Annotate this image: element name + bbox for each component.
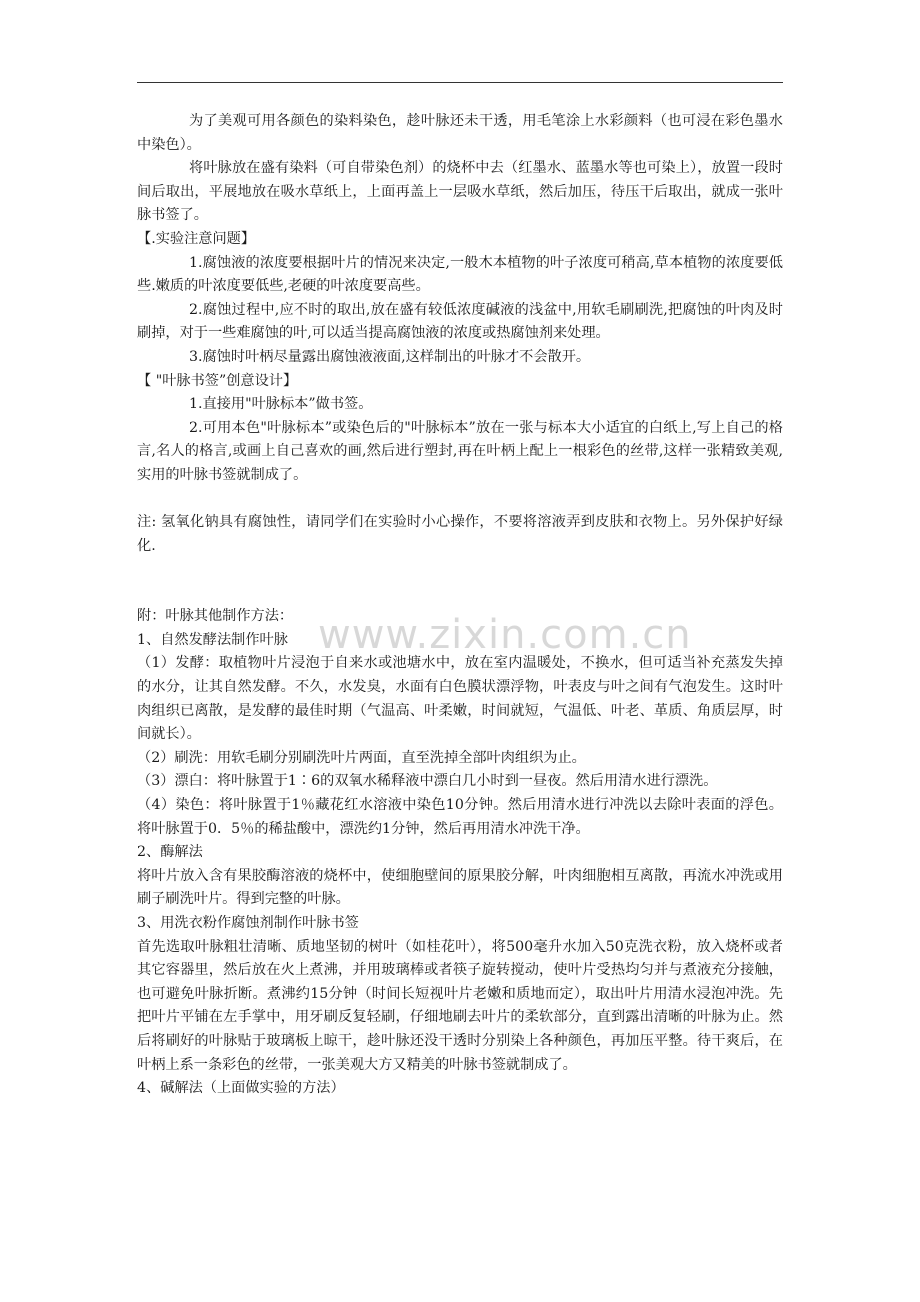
document-body: [137, 110, 783, 1101]
note-item-3: 3.腐蚀时叶柄尽量露出腐蚀液液面,这样制出的叶脉才不会散开。: [189, 348, 591, 365]
spacer: [137, 558, 783, 605]
paragraph-dye-intro: 为了美观可用各颜色的染料染色，趁叶脉还未干透，用毛笔涂上水彩颜料（也可浸在彩色墨水中染色）。: [137, 113, 783, 153]
method-1-step-1: （1）发酵：取植物叶片浸泡于自来水或池塘水中，放在室内温暖处，不换水，但可适当补充蒸发失掉的水分，让其自然发酵。不久，水发臭，水面有白色膜状漂浮物，叶表皮与叶之间有气泡发生。这时叶肉组织已离散，是发酵的最佳时期（气温高、叶柔嫩，时间就短，气温低、叶老、革质、角质层厚，时间就长）。: [137, 655, 783, 743]
header-rule: [137, 82, 783, 83]
note-item-2: 2.腐蚀过程中,应不时的取出,放在盛有较低浓度碱液的浅盆中,用软毛刷刷洗,把腐蚀的叶肉及时刷掉，对于一些难腐蚀的叶,可以适当提高腐蚀液的浓度或热腐蚀剂来处理。: [137, 301, 783, 342]
appendix-title: 附：叶脉其他制作方法：: [137, 608, 294, 625]
caution-note: 注: 氢氧化钠具有腐蚀性，请同学们在实验时小心操作，不要将溶液弄到皮肤和衣物上。另外保护好绿化.: [137, 514, 783, 554]
method-2-body: 将叶片放入含有果胶酶溶液的烧杯中，使细胞壁间的原果胶分解，叶肉细胞相互离散，再流水冲洗或用刷子刷洗叶片。得到完整的叶脉。: [137, 867, 783, 908]
method-4-title: 4、碱解法（上面做实验的方法）: [137, 1080, 345, 1097]
method-3-title: 3、用洗衣粉作腐蚀剂制作叶脉书签: [137, 915, 359, 931]
section-heading-design: 【 "叶脉书签”创意设计】: [137, 372, 298, 389]
design-item-2: 2.可用本色"叶脉标本”或染色后的"叶脉标本”放在一张与标本大小适宜的白纸上,写上自己的格言,名人的格言,或画上自己喜欢的画,然后进行塑封,再在叶柄上配上一根彩色的丝带,这样一张精致美观,实用的叶脉书签就制成了。: [137, 419, 783, 483]
note-item-1: 1.腐蚀液的浓度要根据叶片的情况来决定,一般木本植物的叶子浓度可稍高,草本植物的浓度要低些.嫩质的叶浓度要低些,老硬的叶浓度要高些。: [137, 254, 783, 295]
method-1-step-4: （4）染色：将叶脉置于1％藏花红水溶液中染色10分钟。然后用清水进行冲洗以去除叶表面的浮色。将叶脉置于0．5％的稀盐酸中，漂洗约1分钟，然后再用清水冲洗干净。: [137, 797, 783, 837]
method-3-body: 首先选取叶脉粗壮清晰、质地坚韧的树叶（如桂花叶），将500毫升水加入50克洗衣粉，放入烧杯或者其它容器里，然后放在火上煮沸，并用玻璃棒或者筷子旋转搅动，使叶片受热均匀并与煮液充分接触，也可避免叶脉折断。煮沸约15分钟（时间长短视叶片老嫩和质地而定），取出叶片用清水浸泡冲洗。先把叶片平铺在左手掌中，用牙刷反复轻刷，仔细地刷去叶片的柔软部分，直到露出清晰的叶脉为止。然后将刷好的叶脉贴于玻璃板上晾干，趁叶脉还没干透时分别染上各种颜色，再加压平整。待干爽后，在叶柄上系一条彩色的丝带，一张美观大方又精美的叶脉书签就制成了。: [137, 938, 783, 1073]
paragraph-dye-process: 将叶脉放在盛有染料（可自带染色剂）的烧杯中去（红墨水、蓝墨水等也可染上），放置一段时间后取出，平展地放在吸水草纸上，上面再盖上一层吸水草纸，然后加压，待压干后取出，就成一张叶脉书签了。: [137, 160, 783, 224]
spacer: [137, 488, 783, 512]
design-item-1: 1.直接用"叶脉标本”做书签。: [189, 396, 373, 413]
watermark: www.zixin.com.cn: [318, 612, 692, 658]
section-heading-notes: 【.实验注意问题】: [137, 230, 256, 247]
method-1-step-2: （2）刷洗：用软毛刷分别刷洗叶片两面，直至洗掉全部叶肉组织为止。: [137, 749, 586, 766]
method-1-title: 1、自然发酵法制作叶脉: [137, 631, 288, 648]
method-2-title: 2、酶解法: [137, 844, 203, 861]
method-1-step-3: （3）漂白：将叶脉置于1∶6的双氧水稀释液中漂白几小时到一昼夜。然后用清水进行漂洗。: [137, 773, 718, 790]
